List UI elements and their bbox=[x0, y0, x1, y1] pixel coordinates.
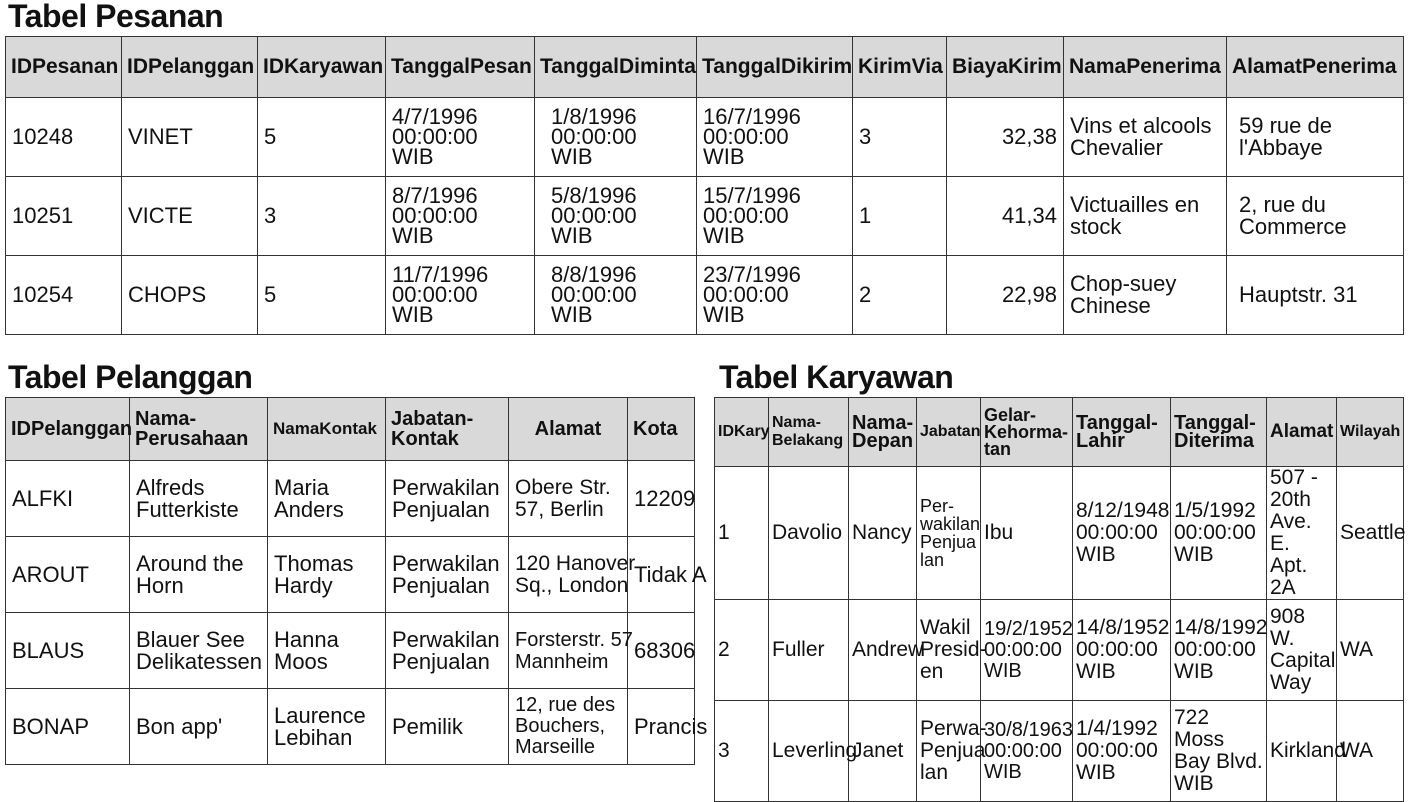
table-cell: Laurence Lebihan bbox=[268, 689, 386, 765]
pesanan-header: BiayaKirim bbox=[947, 37, 1064, 98]
table-cell: AROUT bbox=[6, 537, 130, 613]
table-cell: WA bbox=[1337, 600, 1404, 701]
table-cell: 722 Moss Bay Blvd. WIB bbox=[1171, 701, 1267, 802]
table-cell: Obere Str. 57, Berlin bbox=[509, 461, 628, 537]
table-cell: Forsterstr. 57 Mannheim bbox=[509, 613, 628, 689]
pesanan-header: IDKaryawan bbox=[258, 37, 386, 98]
pelanggan-header: Kota bbox=[628, 398, 695, 461]
table-cell: Around the Horn bbox=[130, 537, 268, 613]
table-cell: 1/5/1992 00:00:00 WIB bbox=[1171, 467, 1267, 600]
table-row bbox=[6, 256, 1404, 335]
pelanggan-header: Nama- Perusahaan bbox=[130, 398, 268, 461]
table-cell: 2, rue du Commerce bbox=[1227, 177, 1404, 256]
table-cell: 10251 bbox=[6, 177, 122, 256]
table-cell: Perwa- Penjua lan bbox=[917, 701, 981, 802]
table-cell: 32,38 bbox=[947, 98, 1064, 177]
table-cell: 16/7/1996 00:00:00 WIB bbox=[697, 98, 853, 177]
table-cell: Vins et alcools Chevalier bbox=[1064, 98, 1227, 177]
pelanggan-header: Jabatan- Kontak bbox=[386, 398, 509, 461]
table-cell: 8/12/1948 00:00:00 WIB bbox=[1073, 467, 1171, 600]
table-cell: Hauptstr. 31 bbox=[1227, 256, 1404, 335]
table-cell: Prancis bbox=[628, 689, 695, 765]
table-cell: 3 bbox=[715, 701, 769, 802]
table-cell: 3 bbox=[258, 177, 386, 256]
karyawan-header: Nama- Belakang bbox=[769, 398, 849, 467]
pelanggan-header: Alamat bbox=[509, 398, 628, 461]
table-row bbox=[6, 689, 695, 765]
table-cell: Andrew bbox=[849, 600, 917, 701]
table-cell: 908 W. Capital Way bbox=[1267, 600, 1337, 701]
table-cell: Davolio bbox=[769, 467, 849, 600]
karyawan-header: IDKary bbox=[715, 398, 769, 467]
table-cell: Wakil Presid- en bbox=[917, 600, 981, 701]
table-cell: 4/7/1996 00:00:00 WIB bbox=[386, 98, 535, 177]
pelanggan-header: IDPelanggan bbox=[6, 398, 130, 461]
table-cell: VICTE bbox=[122, 177, 258, 256]
table-cell: 59 rue de l'Abbaye bbox=[1227, 98, 1404, 177]
table-cell: Chop-suey Chinese bbox=[1064, 256, 1227, 335]
table-cell: 68306 bbox=[628, 613, 695, 689]
table-cell: 14/8/1992 00:00:00 WIB bbox=[1171, 600, 1267, 701]
pesanan-header-row bbox=[6, 37, 1404, 98]
karyawan-header: Tanggal- Lahir bbox=[1073, 398, 1171, 467]
table-cell: Perwakilan Penjualan bbox=[386, 461, 509, 537]
table-cell: 5 bbox=[258, 98, 386, 177]
table-cell: 23/7/1996 00:00:00 WIB bbox=[697, 256, 853, 335]
table-cell: Per- wakilan Penjua lan bbox=[917, 467, 981, 600]
table-cell: 11/7/1996 00:00:00 WIB bbox=[386, 256, 535, 335]
pelanggan-title: Tabel Pelanggan bbox=[8, 359, 253, 395]
table-row bbox=[715, 600, 1404, 701]
pelanggan-header-row bbox=[6, 398, 695, 461]
table-cell: 120 Hanover Sq., London bbox=[509, 537, 628, 613]
table-cell: Perwakilan Penjualan bbox=[386, 613, 509, 689]
table-cell: Fuller bbox=[769, 600, 849, 701]
table-cell: 15/7/1996 00:00:00 WIB bbox=[697, 177, 853, 256]
table-cell: Victuailles en stock bbox=[1064, 177, 1227, 256]
table-cell: 22,98 bbox=[947, 256, 1064, 335]
pelanggan-header: NamaKontak bbox=[268, 398, 386, 461]
table-row bbox=[6, 98, 1404, 177]
table-cell: 5/8/1996 00:00:00 WIB bbox=[535, 177, 697, 256]
pesanan-header: AlamatPenerima bbox=[1227, 37, 1404, 98]
table-cell: BONAP bbox=[6, 689, 130, 765]
table-cell: Pemilik bbox=[386, 689, 509, 765]
table-cell: 41,34 bbox=[947, 177, 1064, 256]
table-cell: Janet bbox=[849, 701, 917, 802]
pesanan-title: Tabel Pesanan bbox=[8, 0, 224, 34]
table-cell: 8/8/1996 00:00:00 WIB bbox=[535, 256, 697, 335]
table-row bbox=[6, 461, 695, 537]
pesanan-header: IDPesanan bbox=[6, 37, 122, 98]
table-cell: Seattle bbox=[1337, 467, 1404, 600]
table-cell: Nancy bbox=[849, 467, 917, 600]
table-cell: Hanna Moos bbox=[268, 613, 386, 689]
table-row bbox=[6, 177, 1404, 256]
table-cell: 2 bbox=[853, 256, 947, 335]
karyawan-table bbox=[714, 397, 1404, 802]
table-cell: Kirkland bbox=[1267, 701, 1337, 802]
pesanan-header: NamaPenerima bbox=[1064, 37, 1227, 98]
table-cell: 14/8/1952 00:00:00 WIB bbox=[1073, 600, 1171, 701]
table-cell: 2 bbox=[715, 600, 769, 701]
pesanan-table bbox=[5, 36, 1404, 335]
table-cell: 19/2/1952 00:00:00 WIB bbox=[981, 600, 1073, 701]
table-cell: CHOPS bbox=[122, 256, 258, 335]
table-cell: Blauer See Delikatessen bbox=[130, 613, 268, 689]
karyawan-header: Wilayah bbox=[1337, 398, 1404, 467]
pesanan-header: IDPelanggan bbox=[122, 37, 258, 98]
table-cell: Tidak A bbox=[628, 537, 695, 613]
table-cell: 8/7/1996 00:00:00 WIB bbox=[386, 177, 535, 256]
table-cell: WA bbox=[1337, 701, 1404, 802]
table-cell: 30/8/1963 00:00:00 WIB bbox=[981, 701, 1073, 802]
karyawan-header-row bbox=[715, 398, 1404, 467]
table-cell: Alfreds Futterkiste bbox=[130, 461, 268, 537]
table-cell: 507 - 20th Ave. E. Apt. 2A bbox=[1267, 467, 1337, 600]
table-cell: BLAUS bbox=[6, 613, 130, 689]
pesanan-header: TanggalPesan bbox=[386, 37, 535, 98]
karyawan-header: Gelar- Kehorma- tan bbox=[981, 398, 1073, 467]
table-cell: Bon app' bbox=[130, 689, 268, 765]
karyawan-header: Alamat bbox=[1267, 398, 1337, 467]
table-cell: 1 bbox=[715, 467, 769, 600]
table-cell: Ibu bbox=[981, 467, 1073, 600]
karyawan-header: Tanggal- Diterima bbox=[1171, 398, 1267, 467]
table-cell: 1/4/1992 00:00:00 WIB bbox=[1073, 701, 1171, 802]
table-cell: 10248 bbox=[6, 98, 122, 177]
table-cell: 12209 bbox=[628, 461, 695, 537]
table-cell: Maria Anders bbox=[268, 461, 386, 537]
table-cell: 1/8/1996 00:00:00 WIB bbox=[535, 98, 697, 177]
table-cell: 5 bbox=[258, 256, 386, 335]
pesanan-header: KirimVia bbox=[853, 37, 947, 98]
pesanan-header: TanggalDikirim bbox=[697, 37, 853, 98]
pesanan-header: TanggalDiminta bbox=[535, 37, 697, 98]
table-cell: 12, rue des Bouchers, Marseille bbox=[509, 689, 628, 765]
table-row bbox=[715, 467, 1404, 600]
pelanggan-table bbox=[5, 397, 708, 765]
table-cell: Leverling bbox=[769, 701, 849, 802]
table-row bbox=[6, 613, 695, 689]
table-cell: Perwakilan Penjualan bbox=[386, 537, 509, 613]
table-cell: ALFKI bbox=[6, 461, 130, 537]
table-row bbox=[6, 537, 695, 613]
table-cell: 3 bbox=[853, 98, 947, 177]
karyawan-header: Nama- Depan bbox=[849, 398, 917, 467]
table-row bbox=[715, 701, 1404, 802]
table-cell: Thomas Hardy bbox=[268, 537, 386, 613]
karyawan-title: Tabel Karyawan bbox=[719, 359, 954, 395]
table-cell: VINET bbox=[122, 98, 258, 177]
karyawan-header: Jabatan bbox=[917, 398, 981, 467]
table-cell: 1 bbox=[853, 177, 947, 256]
table-cell: 10254 bbox=[6, 256, 122, 335]
